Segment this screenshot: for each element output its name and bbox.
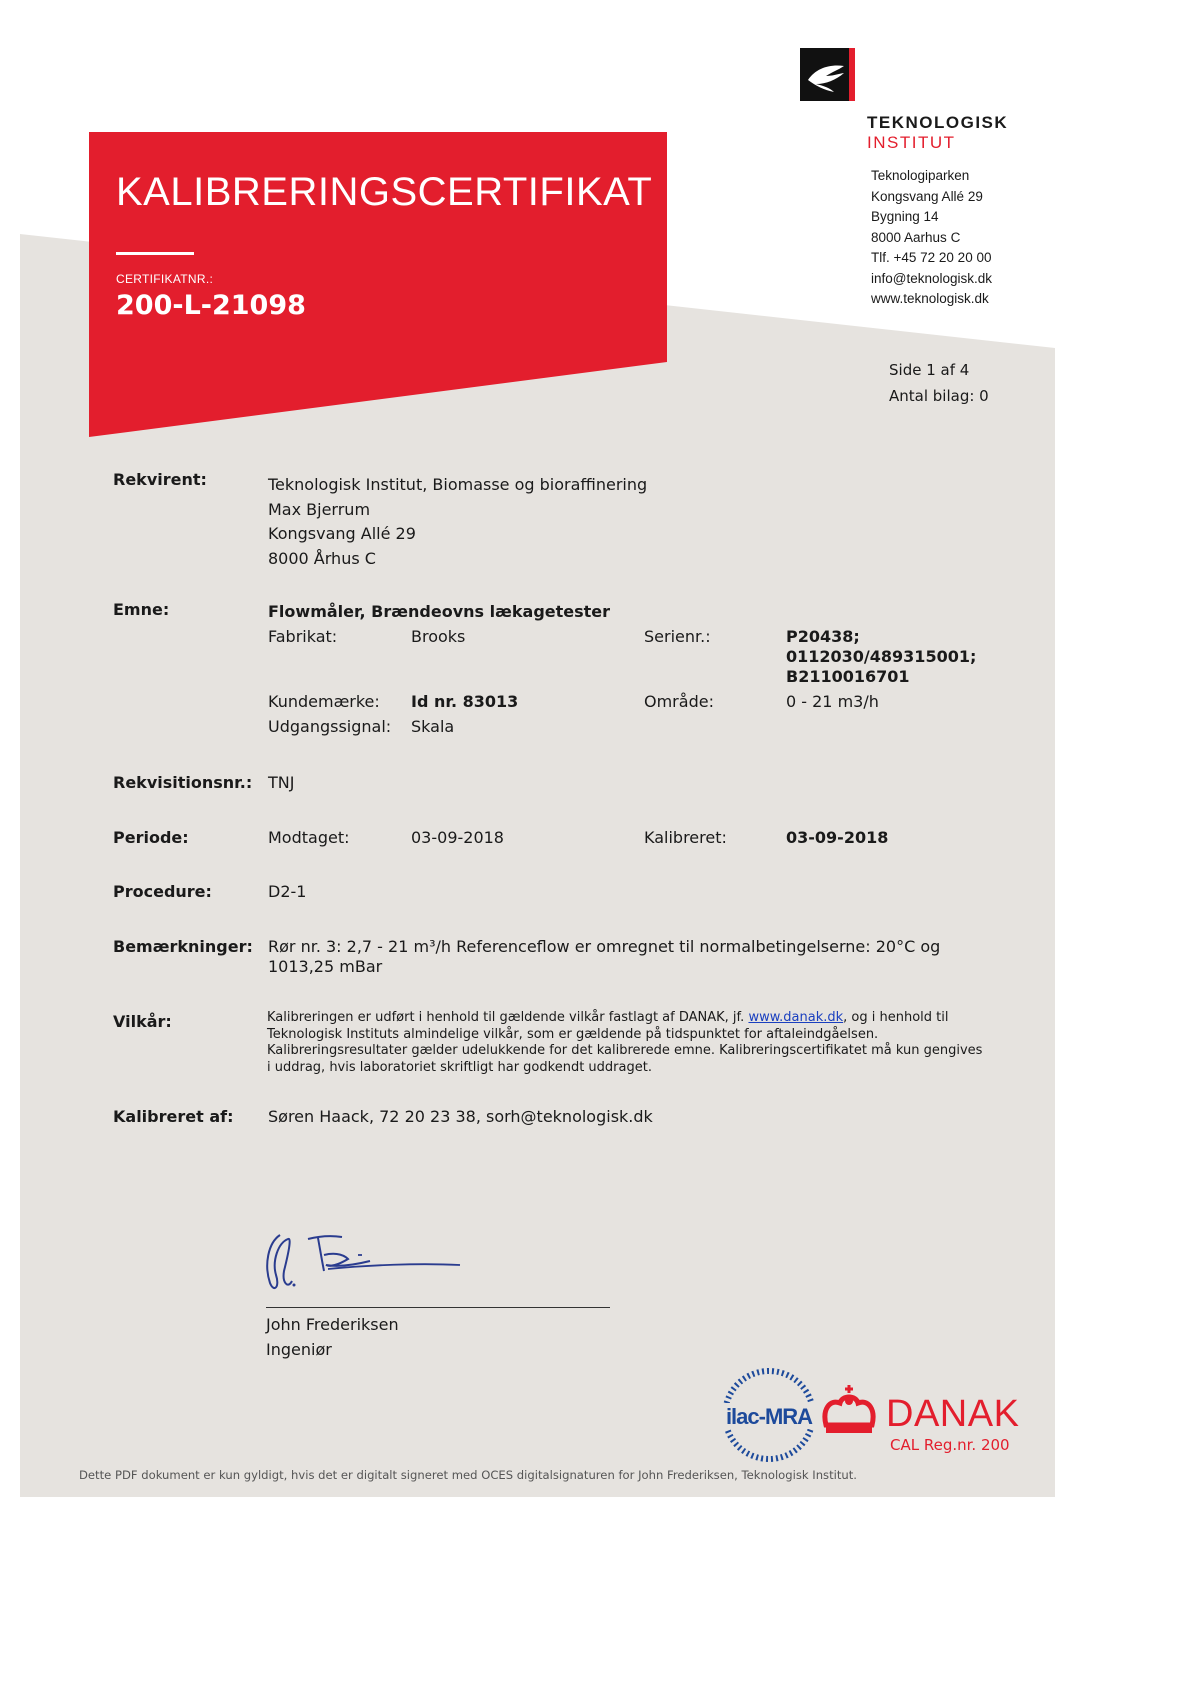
ilac-mra-text: ilac-MRA (725, 1404, 813, 1429)
serienr-block (786, 627, 976, 687)
omraade-label: Område: (644, 692, 714, 711)
rekvisition-value: TNJ (268, 773, 295, 792)
kalibreret-af-label: Kalibreret af: (113, 1107, 234, 1126)
vilkaar-line (267, 1010, 982, 1027)
rekvirent-line: Kongsvang Allé 29 (268, 524, 416, 543)
address-line: Bygning 14 (871, 209, 939, 224)
vilkaar-text: , og i henhold til (843, 1010, 949, 1025)
page-info (889, 357, 989, 409)
kalibreret-af-value: Søren Haack, 72 20 23 38, sorh@teknologisk.dk (268, 1107, 653, 1126)
vilkaar-label: Vilkår: (113, 1012, 172, 1031)
vilkaar-line: Teknologisk Instituts almindelige vilkår, som er gældende på tidspunktet for aftaleindgåelsen. (267, 1026, 879, 1042)
vilkaar-line: Kalibreringsresultater gælder udelukkende for det kalibrerede emne. Kalibreringscertifikatet må kun gengives (267, 1043, 983, 1058)
serienr-line: P20438; (786, 627, 860, 646)
rekvisition-label: Rekvisitionsnr.: (113, 773, 253, 792)
address-email[interactable]: info@teknologisk.dk (871, 270, 993, 286)
modtaget-value: 03-09-2018 (411, 828, 504, 847)
emne-label: Emne: (113, 600, 170, 619)
rekvirent-line: Teknologisk Institut, Biomasse og bioraffinering (268, 475, 648, 494)
org-name-line2: INSTITUT (867, 133, 956, 152)
signature-line (266, 1307, 610, 1308)
fabrikat-value: Brooks (411, 627, 466, 646)
bemaerkninger-block (268, 937, 940, 977)
address-line: Teknologiparken (871, 168, 970, 183)
vilkaar-text: Kalibreringen er udført i henhold til gældende vilkår fastlagt af DANAK, jf. (267, 1010, 749, 1025)
serienr-line: B2110016701 (786, 667, 910, 686)
certificate-number-label: CERTIFIKATNR.: (116, 272, 214, 286)
bemaerkninger-label: Bemærkninger: (113, 937, 253, 956)
vilkaar-block (267, 1010, 982, 1076)
serienr-line: 0112030/489315001; (786, 647, 977, 666)
ilac-mra-logo-icon (713, 1365, 825, 1465)
danish-crown-icon (820, 1383, 878, 1439)
signatory-name: John Frederiksen (266, 1315, 399, 1334)
emne-title: Flowmåler, Brændeovns lækagetester (268, 602, 611, 621)
kalibreret-label: Kalibreret: (644, 828, 727, 847)
address-line: 8000 Aarhus C (871, 229, 961, 245)
kalibreret-value: 03-09-2018 (786, 828, 889, 847)
fabrikat-label: Fabrikat: (268, 627, 338, 646)
kundemaerke-label: Kundemærke: (268, 692, 380, 711)
periode-label: Periode: (113, 828, 189, 847)
danak-link[interactable]: www.danak.dk (748, 1010, 844, 1025)
bemaerkninger-line: Rør nr. 3: 2,7 - 21 m³/h Referenceflow er omregnet til normalbetingelserne: 20°C og (268, 937, 941, 956)
attachment-count: Antal bilag: 0 (889, 387, 989, 405)
title-divider (116, 252, 194, 255)
teknologisk-logo-icon (800, 48, 855, 101)
cal-registration: CAL Reg.nr. 200 (890, 1436, 1010, 1454)
organization-address (871, 166, 1071, 310)
udgangssignal-label: Udgangssignal: (268, 717, 392, 736)
procedure-label: Procedure: (113, 882, 212, 901)
serienr-label: Serienr.: (644, 627, 711, 646)
handwritten-signature (258, 1225, 468, 1305)
rekvirent-label: Rekvirent: (113, 470, 207, 489)
bemaerkninger-line: 1013,25 mBar (268, 957, 383, 976)
address-website[interactable]: www.teknologisk.dk (871, 291, 989, 306)
certificate-title: KALIBRERINGSCERTIFIKAT (116, 170, 653, 214)
organization-name (867, 113, 1047, 153)
page-number: Side 1 af 4 (889, 361, 970, 379)
address-phone: Tlf. +45 72 20 20 00 (871, 250, 992, 265)
rekvirent-line: Max Bjerrum (268, 499, 371, 519)
kundemaerke-value: Id nr. 83013 (411, 692, 519, 711)
rekvirent-line: 8000 Århus C (268, 548, 376, 568)
signatory (266, 1312, 399, 1362)
certificate-number: 200-L-21098 (116, 290, 306, 321)
footer-note: Dette PDF dokument er kun gyldigt, hvis det er digitalt signeret med OCES digitalsignaturen for John Frederiksen, Teknologisk Institut. (79, 1468, 857, 1482)
danak-logo-text: DANAK (886, 1393, 1020, 1435)
vilkaar-line: i uddrag, hvis laboratoriet skriftligt har godkendt uddraget. (267, 1059, 652, 1075)
modtaget-label: Modtaget: (268, 828, 350, 847)
procedure-value: D2-1 (268, 882, 307, 901)
org-name-line1: TEKNOLOGISK (867, 113, 1009, 132)
omraade-value: 0 - 21 m3/h (786, 692, 879, 711)
address-line: Kongsvang Allé 29 (871, 188, 983, 204)
rekvirent-block (268, 473, 647, 571)
udgangssignal-value: Skala (411, 717, 455, 736)
signatory-title: Ingeniør (266, 1340, 332, 1359)
